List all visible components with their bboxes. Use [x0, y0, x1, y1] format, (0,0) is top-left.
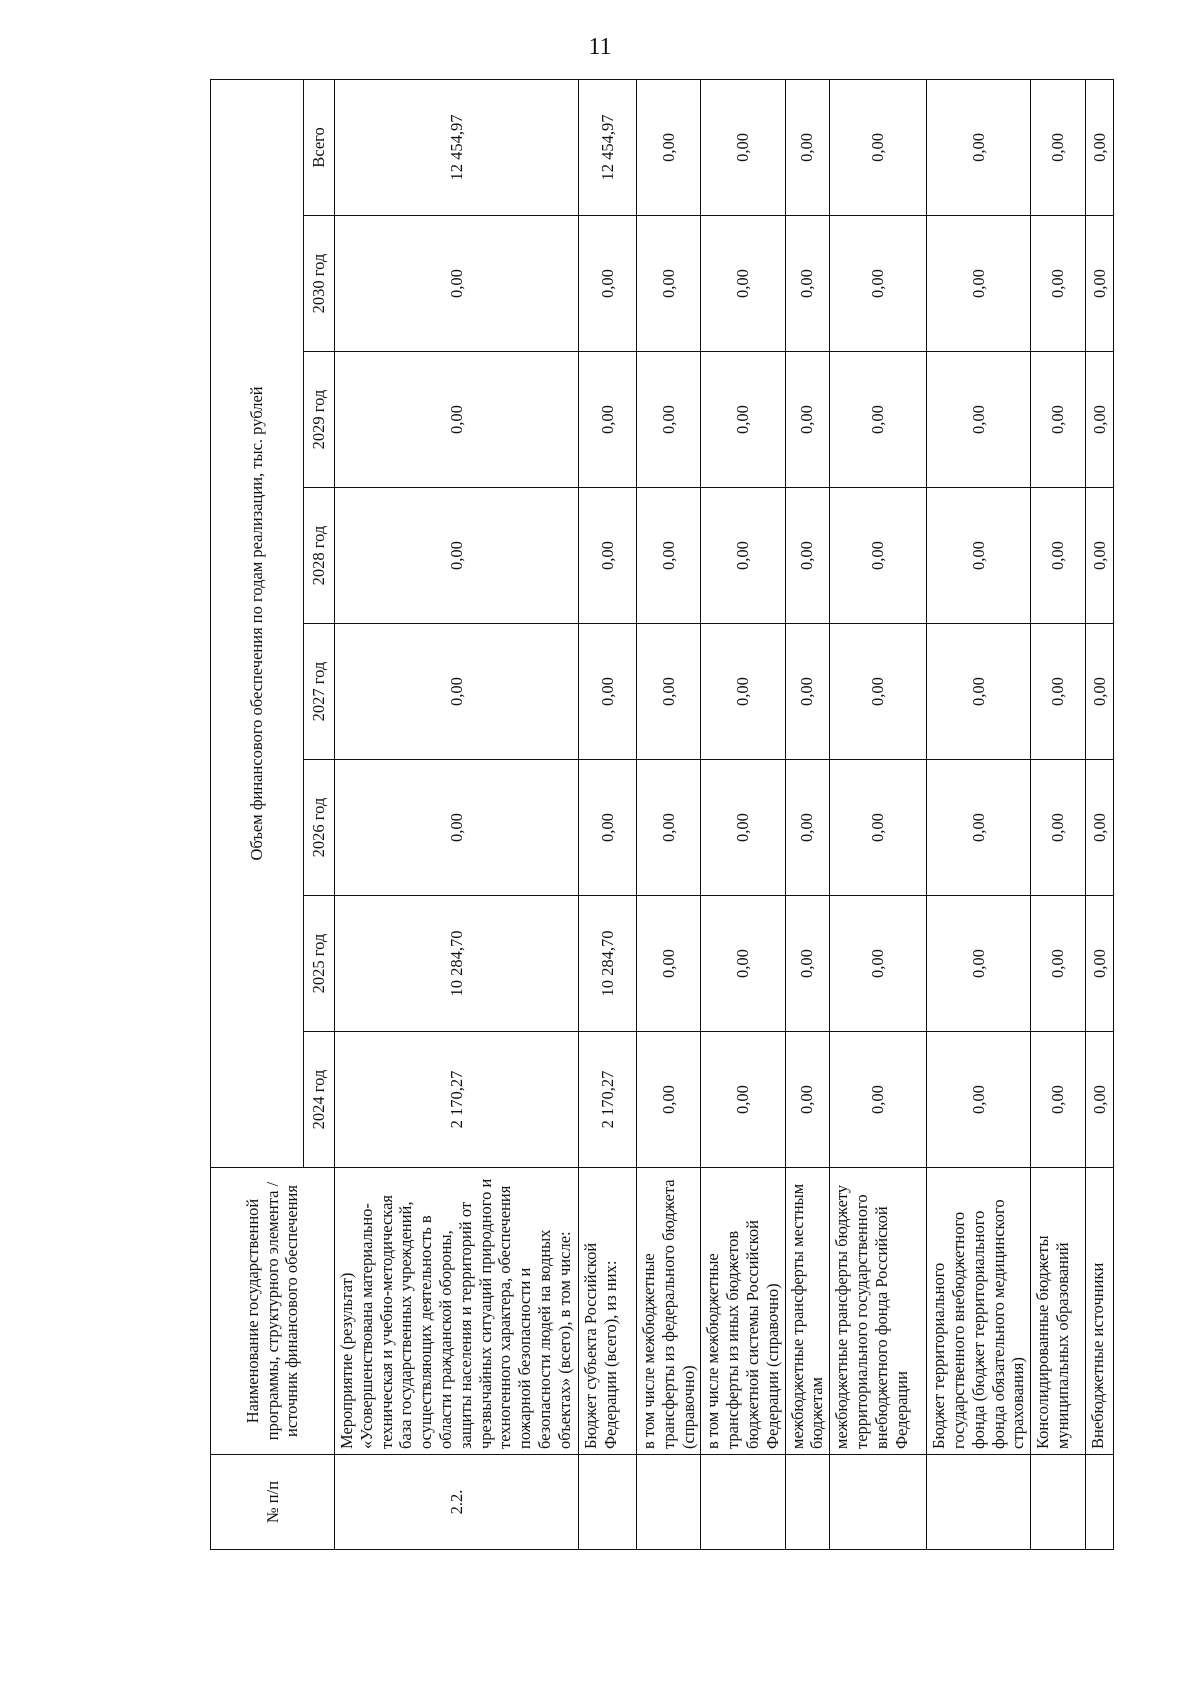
row-value: 0,00: [335, 760, 579, 896]
row-number: [637, 1455, 701, 1550]
table-row: [579, 79, 637, 1549]
row-number: [927, 1455, 1031, 1550]
header-year: 2027 год: [304, 624, 335, 760]
header-num: № п/п: [211, 1455, 335, 1550]
row-total: 12 454,97: [579, 79, 637, 215]
row-number: [579, 1455, 637, 1550]
row-value: 0,00: [1031, 896, 1086, 1032]
header-row: [211, 79, 304, 1549]
page-number: 11: [588, 34, 612, 60]
header-year: 2024 год: [304, 1032, 335, 1168]
row-name: межбюджетные трансферты бюджету территориального государственного внебюджетного фонда Российской Федерации: [830, 1168, 927, 1455]
row-number: [1031, 1455, 1086, 1550]
row-value: 0,00: [1086, 760, 1114, 896]
row-value: 0,00: [1086, 896, 1114, 1032]
header-total: Всего: [304, 79, 335, 215]
row-value: 0,00: [701, 896, 785, 1032]
row-value: 0,00: [785, 216, 830, 352]
row-total: 0,00: [1086, 79, 1114, 215]
row-value: 0,00: [701, 1032, 785, 1168]
row-value: 0,00: [701, 488, 785, 624]
row-value: 0,00: [1031, 488, 1086, 624]
row-value: 0,00: [785, 352, 830, 488]
row-value: 0,00: [701, 624, 785, 760]
row-value: 0,00: [830, 352, 927, 488]
header-year: 2028 год: [304, 488, 335, 624]
row-number: [1086, 1455, 1114, 1550]
row-value: 0,00: [927, 488, 1031, 624]
row-value: 0,00: [637, 760, 701, 896]
row-value: 10 284,70: [335, 896, 579, 1032]
row-name: Консолидированные бюджеты муниципальных образований: [1031, 1168, 1086, 1455]
table-row: [927, 79, 1031, 1549]
row-value: 0,00: [637, 896, 701, 1032]
row-total: 0,00: [1031, 79, 1086, 215]
row-name: межбюджетные трансферты местным бюджетам: [785, 1168, 830, 1455]
row-value: 0,00: [830, 488, 927, 624]
row-value: 0,00: [579, 760, 637, 896]
row-total: 0,00: [701, 79, 785, 215]
row-value: 0,00: [927, 624, 1031, 760]
row-value: 0,00: [701, 216, 785, 352]
financing-table-container: [210, 80, 1109, 1550]
row-name: Бюджет субъекта Российской Федерации (всего), из них:: [579, 1168, 637, 1455]
table-row: [1086, 79, 1114, 1549]
row-value: 0,00: [335, 624, 579, 760]
header-year: 2026 год: [304, 760, 335, 896]
row-value: 2 170,27: [335, 1032, 579, 1168]
row-value: 0,00: [637, 216, 701, 352]
row-number: [785, 1455, 830, 1550]
row-value: 0,00: [927, 760, 1031, 896]
header-volume: Объем финансового обеспечения по годам реализации, тыс. рублей: [211, 79, 304, 1167]
row-value: 0,00: [830, 760, 927, 896]
row-total: 0,00: [830, 79, 927, 215]
header-year: 2029 год: [304, 352, 335, 488]
row-value: 0,00: [1031, 760, 1086, 896]
row-value: 0,00: [637, 488, 701, 624]
row-value: 0,00: [335, 216, 579, 352]
row-value: 0,00: [1031, 352, 1086, 488]
row-value: 0,00: [785, 624, 830, 760]
row-name: Мероприятие (результат) «Усовершенствована материально-техническая и учебно-методическая база государственных учреждений, осуществляющих деятельность в области гражданской обороны, защиты населения и территорий от чрезвычайных ситуаций природного и техногенного характера, обеспечения пожарной безопасности и безопасности людей на водных объектах» (всего), в том числе:: [335, 1168, 579, 1455]
table-row: [1031, 79, 1086, 1549]
row-value: 0,00: [701, 352, 785, 488]
financing-table: [210, 79, 1114, 1550]
row-value: 0,00: [785, 896, 830, 1032]
row-value: 2 170,27: [579, 1032, 637, 1168]
row-name: Внебюджетные источники: [1086, 1168, 1114, 1455]
row-value: 0,00: [927, 896, 1031, 1032]
row-total: 12 454,97: [335, 79, 579, 215]
row-value: 0,00: [927, 216, 1031, 352]
table-row: [830, 79, 927, 1549]
table-row: [785, 79, 830, 1549]
row-value: 0,00: [1031, 624, 1086, 760]
row-name: Бюджет территориального государственного внебюджетного фонда (бюджет территориального фонда обязательного медицинского страхования): [927, 1168, 1031, 1455]
row-total: 0,00: [927, 79, 1031, 215]
row-value: 0,00: [701, 760, 785, 896]
row-value: 0,00: [785, 488, 830, 624]
row-value: 0,00: [830, 1032, 927, 1168]
row-value: 0,00: [1086, 352, 1114, 488]
row-number: [701, 1455, 785, 1550]
row-value: 0,00: [1031, 216, 1086, 352]
table-row: [701, 79, 785, 1549]
header-year: 2025 год: [304, 896, 335, 1032]
row-name: в том числе межбюджетные трансферты из федерального бюджета (справочно): [637, 1168, 701, 1455]
row-value: 0,00: [1086, 1032, 1114, 1168]
row-number: [830, 1455, 927, 1550]
row-value: 0,00: [637, 352, 701, 488]
row-value: 0,00: [785, 760, 830, 896]
row-value: 0,00: [785, 1032, 830, 1168]
row-value: 0,00: [637, 1032, 701, 1168]
row-value: 0,00: [830, 896, 927, 1032]
row-name: в том числе межбюджетные трансферты из иных бюджетов бюджетной системы Российской Федерации (справочно): [701, 1168, 785, 1455]
row-value: 0,00: [927, 352, 1031, 488]
header-name: Наименование государственной программы, структурного элемента / источник финансового обеспечения: [211, 1168, 335, 1455]
table-row: [335, 79, 579, 1549]
row-value: 0,00: [637, 624, 701, 760]
row-value: 0,00: [579, 352, 637, 488]
row-value: 0,00: [1086, 216, 1114, 352]
table-row: [637, 79, 701, 1549]
row-value: 0,00: [830, 624, 927, 760]
row-value: 0,00: [1086, 488, 1114, 624]
row-total: 0,00: [637, 79, 701, 215]
row-number: 2.2.: [335, 1455, 579, 1550]
row-value: 0,00: [579, 488, 637, 624]
header-year: 2030 год: [304, 216, 335, 352]
row-value: 0,00: [579, 624, 637, 760]
row-value: 0,00: [1086, 624, 1114, 760]
row-value: 0,00: [927, 1032, 1031, 1168]
row-value: 0,00: [1031, 1032, 1086, 1168]
row-value: 10 284,70: [579, 896, 637, 1032]
row-value: 0,00: [579, 216, 637, 352]
row-value: 0,00: [335, 488, 579, 624]
row-value: 0,00: [335, 352, 579, 488]
row-total: 0,00: [785, 79, 830, 215]
row-value: 0,00: [830, 216, 927, 352]
